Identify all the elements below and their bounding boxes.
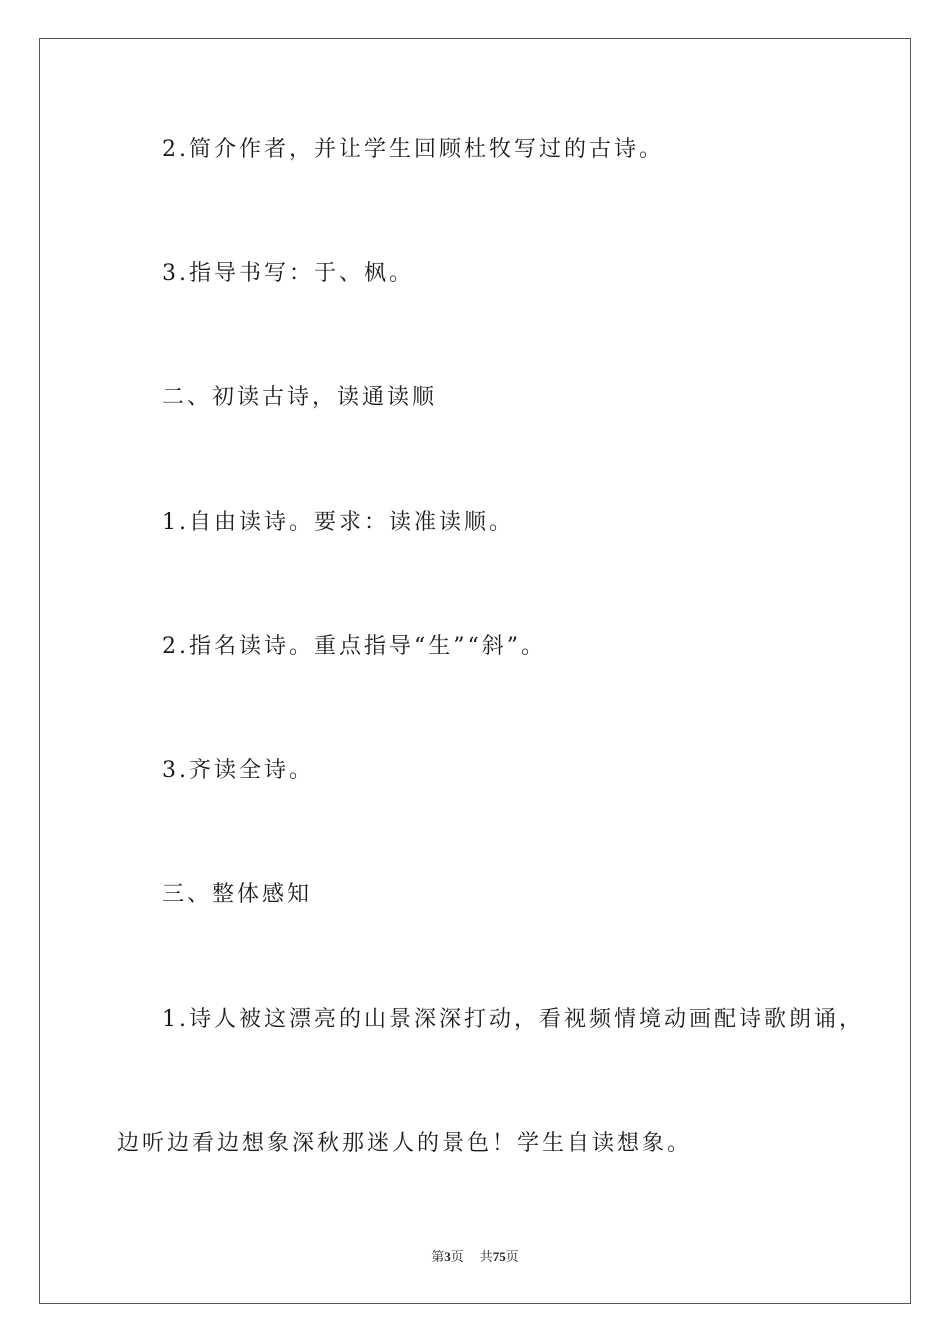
paragraph-line-continuation: 边听边看边想象深秋那迷人的景色！学生自读想象。	[117, 1131, 693, 1156]
page-border	[39, 38, 911, 1304]
total-prefix: 共	[479, 1249, 493, 1264]
paragraph-line: 2.简介作者，并让学生回顾杜牧写过的古诗。	[162, 137, 664, 162]
section-heading: 二、初读古诗，读通读顺	[162, 385, 438, 410]
paragraph-line: 2.指名读诗。重点指导“生”“斜”。	[162, 634, 546, 659]
section-heading: 三、整体感知	[162, 882, 313, 907]
paragraph-line: 3.指导书写：于、枫。	[162, 261, 414, 286]
total-pages: 75	[492, 1249, 506, 1264]
page-number: 3	[444, 1249, 451, 1264]
paragraph-line: 1.诗人被这漂亮的山景深深打动，看视频情境动画配诗歌朗诵，	[162, 1007, 864, 1032]
paragraph-line: 3.齐读全诗。	[162, 758, 314, 783]
paragraph-line: 1.自由读诗。要求：读准读顺。	[162, 510, 514, 535]
page-prefix: 第	[431, 1249, 445, 1264]
total-suffix: 页	[505, 1249, 519, 1264]
page-footer	[0, 1248, 950, 1266]
page-suffix: 页	[450, 1249, 464, 1264]
